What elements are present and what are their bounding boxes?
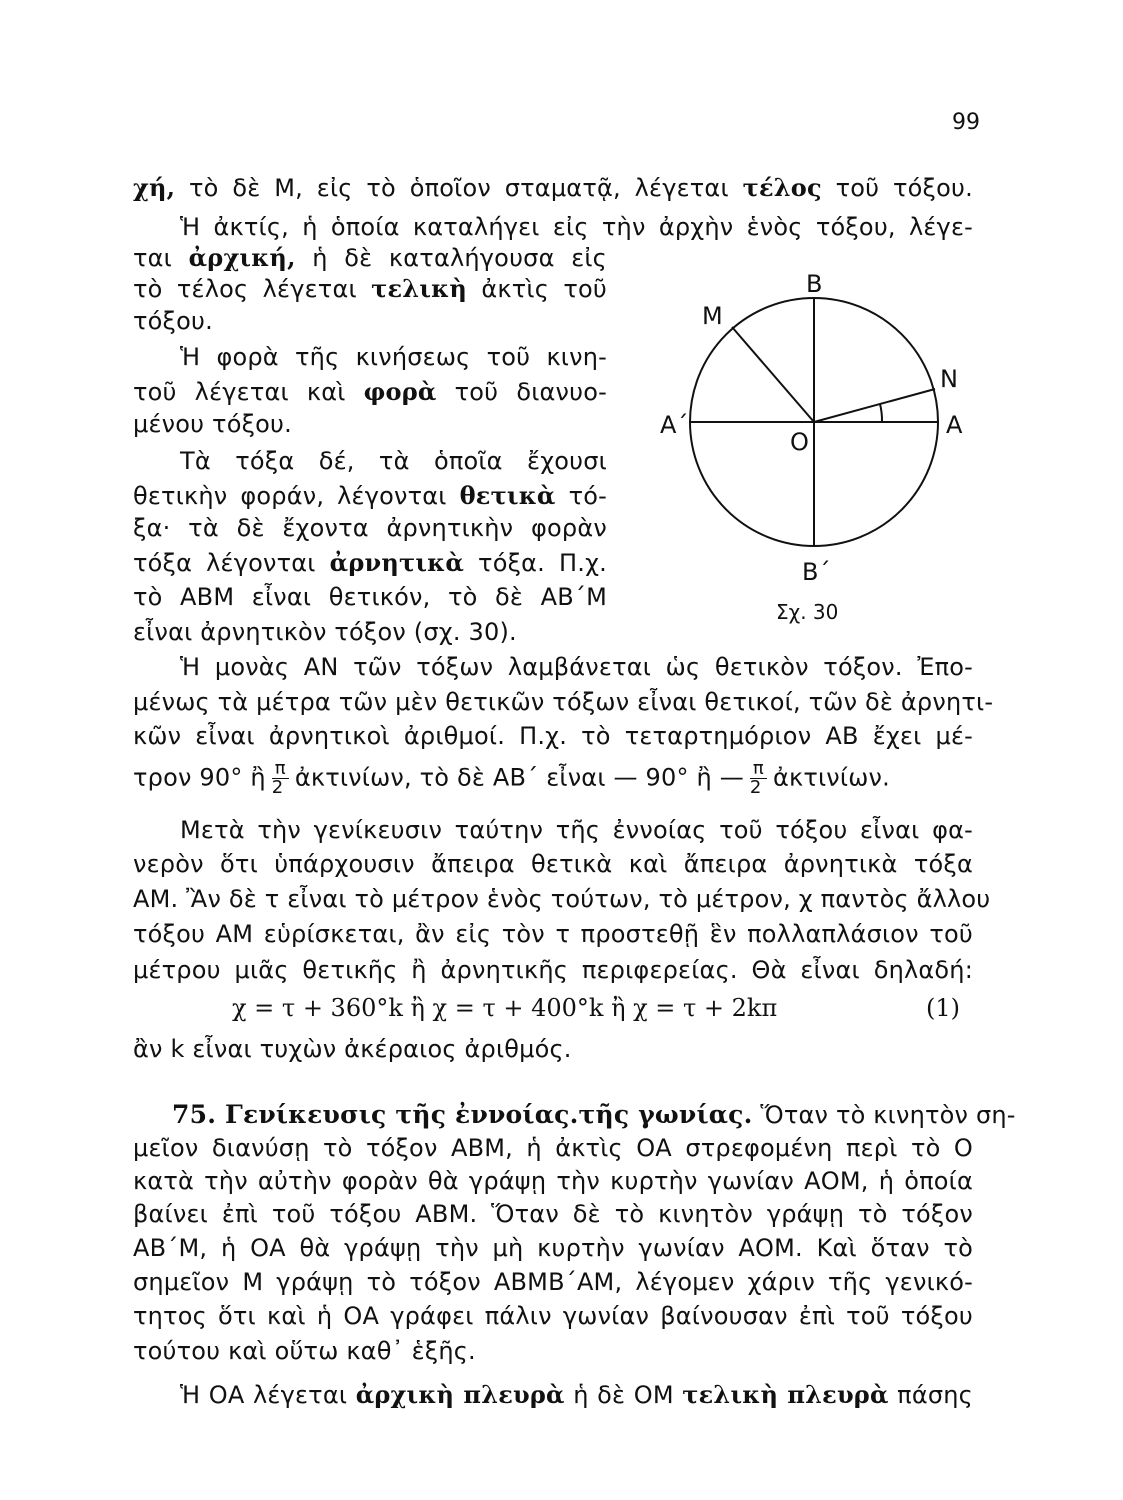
- section-heading: 75. Γενίκευσις τῆς ἐννοίας.τῆς γωνίας. Ὅταν τὸ κινητὸν ση-: [172, 1100, 1016, 1129]
- figure-caption: Σχ. 30: [776, 600, 839, 624]
- text-line: τὸ τέλος λέγεται τελικὴ ἀκτὶς τοῦ: [133, 274, 607, 303]
- label-o: Ο: [790, 428, 809, 456]
- fraction-pi-over-2: $\frac{\pi}{2}$: [750, 760, 767, 797]
- text-line: μέτρου μιᾶς θετικῆς ἢ ἀρνητικῆς περιφερείας. Θὰ εἶναι δηλαδή:: [133, 956, 973, 984]
- text-line: μένως τὰ μέτρα τῶν μὲν θετικῶν τόξων εἶναι θετικοί, τῶν δὲ ἀρνητι-: [133, 688, 994, 716]
- text-line: Τὰ τόξα δέ, τὰ ὁποῖα ἔχουσι: [180, 447, 607, 475]
- label-b: Β: [806, 270, 823, 298]
- text-line: βαίνει ἐπὶ τοῦ τόξου ΑΒΜ. Ὅταν δὲ τὸ κινητὸν γράψῃ τὸ τόξον: [133, 1200, 973, 1228]
- text-line: ἂν k εἶναι τυχὼν ἀκέραιος ἀριθμός.: [133, 1035, 572, 1063]
- text-line: ΑΜ. Ἂν δὲ τ εἶναι τὸ μέτρον ἑνὸς τούτων, τὸ μέτρον, χ παντὸς ἄλλου: [133, 885, 991, 913]
- text-line: εἶναι ἀρνητικὸν τόξον (σχ. 30).: [133, 618, 517, 646]
- equation-number: (1): [926, 994, 960, 1022]
- text-line: ται ἀρχική, ἡ δὲ καταλήγουσα εἰς: [133, 243, 607, 272]
- text-line: τητος ὅτι καὶ ἡ ΟΑ γράφει πάλιν γωνίαν βαίνουσαν ἐπὶ τοῦ τόξου: [133, 1302, 973, 1330]
- text-line: τούτου καὶ οὕτω καθ᾽ ἑξῆς.: [133, 1337, 476, 1365]
- equation: χ = τ + 360°k ἢ χ = τ + 400°k ἢ χ = τ + 2kπ: [232, 994, 778, 1022]
- text-line: χή, τὸ δὲ Μ, εἰς τὸ ὁποῖον σταματᾷ, λέγεται τέλος τοῦ τόξου.: [133, 173, 973, 202]
- text-line: Μετὰ τὴν γενίκευσιν ταύτην τῆς ἐννοίας τοῦ τόξου εἶναι φα-: [180, 816, 973, 844]
- text-line: μένου τόξου.: [133, 410, 292, 438]
- text-line: τρον 90° ἢ $\frac{\pi}{2}$ ἀκτινίων, τὸ δὲ ΑΒ΄ εἶναι — 90° ἢ — $\frac{\pi}{2}$ ἀκτινίων.: [133, 758, 890, 798]
- text-line: τόξα λέγονται ἀρνητικὰ τόξα. Π.χ.: [133, 548, 607, 577]
- label-a-prime: Α΄: [660, 411, 689, 439]
- label-a: Α: [946, 411, 963, 439]
- text-line: κατὰ τὴν αὐτὴν φορὰν θὰ γράψῃ τὴν κυρτὴν γωνίαν ΑΟΜ, ἡ ὁποία: [133, 1167, 973, 1195]
- circle-figure: [650, 270, 980, 600]
- text-line: σημεῖον Μ γράψῃ τὸ τόξον ΑΒΜΒ΄ΑΜ, λέγομεν χάριν τῆς γενικό-: [133, 1268, 973, 1296]
- text-line: τόξου ΑΜ εὑρίσκεται, ἂν εἰς τὸν τ προστεθῇ ἓν πολλαπλάσιον τοῦ: [133, 920, 973, 948]
- text-line: τόξου.: [133, 307, 213, 335]
- text-line: νερὸν ὅτι ὑπάρχουσιν ἄπειρα θετικὰ καὶ ἄπειρα ἀρνητικὰ τόξα: [133, 850, 973, 878]
- text-line: τοῦ λέγεται καὶ φορὰ τοῦ διανυο-: [133, 377, 607, 406]
- text-line: τὸ ΑΒΜ εἶναι θετικόν, τὸ δὲ ΑΒ΄Μ: [133, 583, 607, 611]
- radius-on: [814, 389, 935, 422]
- text-line: μεῖον διανύσῃ τὸ τόξον ΑΒΜ, ἡ ἀκτὶς ΟΑ στρεφομένη περὶ τὸ Ο: [133, 1134, 973, 1162]
- text-line: θετικὴν φοράν, λέγονται θετικὰ τό-: [133, 481, 607, 510]
- label-n: Ν: [940, 365, 958, 393]
- label-b-prime: Β΄: [802, 558, 831, 586]
- text-line: ξα· τὰ δὲ ἔχοντα ἀρνητικὴν φορὰν: [133, 514, 607, 542]
- page-number: 99: [952, 110, 980, 135]
- label-m: Μ: [702, 302, 723, 330]
- fraction-pi-over-2: $\frac{\pi}{2}$: [272, 760, 289, 797]
- text-line: Ἡ ἀκτίς, ἡ ὁποία καταλήγει εἰς τὴν ἀρχὴν ἑνὸς τόξου, λέγε-: [180, 213, 973, 241]
- text-line: Ἡ μονὰς ΑΝ τῶν τόξων λαμβάνεται ὡς θετικὸν τόξον. Ἐπο-: [180, 653, 973, 681]
- radius-om: [732, 327, 814, 422]
- text-line: Ἡ φορὰ τῆς κινήσεως τοῦ κινη-: [180, 343, 607, 371]
- text-line: κῶν εἶναι ἀρνητικοὶ ἀριθμοί. Π.χ. τὸ τεταρτημόριον ΑΒ ἔχει μέ-: [133, 722, 973, 750]
- text-line: ΑΒ΄Μ, ἡ ΟΑ θὰ γράψῃ τὴν μὴ κυρτὴν γωνίαν ΑΟΜ. Καὶ ὅταν τὸ: [133, 1234, 973, 1262]
- angle-arc: [880, 404, 882, 422]
- text-line: Ἡ ΟΑ λέγεται ἀρχικὴ πλευρὰ ἡ δὲ ΟΜ τελικὴ πλευρὰ πάσης: [180, 1380, 973, 1409]
